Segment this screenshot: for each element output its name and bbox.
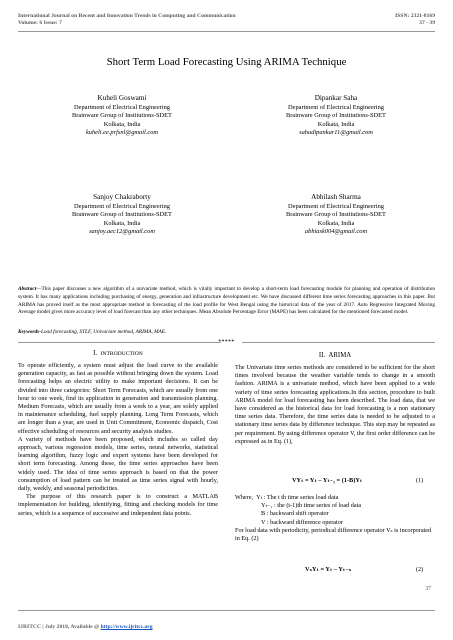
abstract-text: —This paper discusses a new algorithm of a univariate method, which is vitally important to develop a short-term load forecasting module for planning and operation of distribution system. It has many applications including purchasing of energy, generation and infrastructure development etc. We have discussed different time series forecasting approaches in this paper. But ARIMA has proved itself as the most appropriate method in forecasting of the load profile for West Bengal using the historical data of the year of 2017. Auto Regressive Integrated Moving Average model gives more accuracy level of load forecast than any other techniques. Mean Absolute Percentage Error (MAPE) has been calculated for the mentioned forecasted model. <box>18 286 435 316</box>
keywords-text: Load forecasting, STLF, Univariate method, ARIMA, MAE. <box>40 329 167 335</box>
equation-2-number: (2) <box>416 566 424 573</box>
where-list <box>235 494 435 543</box>
abstract-label: Abstract <box>18 286 37 292</box>
section-heading-introduction <box>18 350 218 357</box>
footer-text: IJRITCC | July 2018, Available @ <box>18 624 101 630</box>
author-email: kuheli.ee.prfsnl@gmail.com <box>85 128 159 136</box>
journal-link[interactable]: http://www.ijritcc.org <box>100 624 153 630</box>
author-dept: Department of Electrical Engineering <box>288 203 384 211</box>
author-city: Kolkata, India <box>103 120 141 128</box>
separator-stars: ***** <box>218 339 235 345</box>
header-rule <box>18 31 435 32</box>
page-number: 37 <box>425 586 431 592</box>
paper-title: Short Term Load Forecasting Using ARIMA Technique <box>106 56 347 68</box>
footer-rule <box>18 610 435 611</box>
author-name: Kuheli Goswami <box>97 94 147 102</box>
equation-1-number: (1) <box>416 477 424 484</box>
issn: ISSN: 2321-8169 <box>395 13 435 19</box>
author-org: Brainware Group of Institutions-SDET <box>72 112 172 120</box>
author-block <box>22 94 222 137</box>
equation-1: VYₜ = Yₜ – Yₜ₋₁ = (1-B)Yₜ <box>292 477 363 484</box>
author-city: Kolkata, India <box>103 219 141 227</box>
author-org: Brainware Group of Institutions-SDET <box>72 211 172 219</box>
where-label: Where, <box>235 494 254 501</box>
where-item: V : backward difference operator <box>261 518 343 526</box>
left-column <box>18 362 218 518</box>
paragraph: The purpose of this research paper is to construct a MATLAB implementation for building, identifying, fitting and checking models for time series, which is a sequence of successive and independent data points. <box>18 493 218 517</box>
equation-2: VₛYₜ = Yₜ – Yₜ₋ₛ <box>305 566 352 573</box>
keywords <box>18 329 435 335</box>
author-name: Abhilash Sharma <box>311 193 361 201</box>
author-city: Kolkata, India <box>317 120 355 128</box>
author-org: Brainware Group of Institutions-SDET <box>286 211 386 219</box>
right-column-text <box>235 364 435 446</box>
page-range: 37 - 39 <box>419 20 435 26</box>
where-item: B : backward shift operator <box>261 510 329 518</box>
section-title: ARIMA <box>328 352 352 359</box>
author-dept: Department of Electrical Engineering <box>74 104 170 112</box>
where-item: Yₜ₋₁ : the (t-1)th time series of load data <box>261 502 362 510</box>
abstract <box>18 286 435 317</box>
author-email: sahadipankar11@gmail.com <box>299 128 373 136</box>
author-dept: Department of Electrical Engineering <box>288 104 384 112</box>
paragraph: To operate efficiently, a system must adjust the load curve to the available generation capacity, as fast as possible without bringing down the system. Load forecasting helps an electric utility to make important decisions. It can be divided into three categories: Short Term Forecasts, which are usually from one hour to one week, find its application in generation and transmission planning. Medium Forecasts, which are usually from a week to a year, are solely applied in maintenance scheduling, fuel supply planning. Long Term Forecasts, which are longer than a year, are used in Unit Commitment, Economic dispatch, Cost effective scheduling of resources and security analysis studies. <box>18 362 218 435</box>
section-heading-arima <box>235 352 435 359</box>
author-block <box>236 94 436 137</box>
author-email: abhiask004@gmail.com <box>304 227 368 235</box>
paragraph: For load data with periodicity, periodical difference operator Vₛ is incorporated in Eq. (2) <box>235 526 432 543</box>
paragraph: The Univariate time series methods are considered to be sufficient for the short times involved because the weather variable tends to change in a smooth fashion. ARIMA is a univariate method, which have been applied to a wide variety of time series forecasting applications.In this section, procedure to built ARIMA model for load forecasting has been described. The load data, that we have considered as the historical data for load forecasting is a non stationary time series data. Therefore, the time series data is needed to be adjusted to a stationary time series data by difference technique. This step may be repeated as per requirement. By using difference operator V, the first order difference can be expressed as in Eq. (1), <box>235 364 435 445</box>
section-number: I. <box>93 350 98 357</box>
section-title: INTRODUCTION <box>100 351 143 357</box>
author-email: sanjoy.aec12@gmail.com <box>89 227 155 235</box>
journal-name: International Journal on Recent and Innovation Trends in Computing and Communication <box>18 13 236 19</box>
author-city: Kolkata, India <box>317 219 355 227</box>
volume-issue: Volume: 6 Issue: 7 <box>18 20 62 26</box>
paragraph: A variety of methods have been proposed, which includes so called day approach, various regression models, time series, neural networks, statistical learning algorithm, fuzzy logic and expert systems have been developed for short term forecasting. Among these, the time series approaches have been widely used. The idea of time series approach is based on that the power consumption of load pattern can be treated as time series signal with hourly, daily, weekly, and seasonal periodicities. <box>18 435 218 493</box>
author-org: Brainware Group of Institutions-SDET <box>286 112 386 120</box>
author-name: Sanjoy Chakraborty <box>93 193 151 201</box>
where-item: Yₜ : The t th time series load data <box>256 494 339 501</box>
author-dept: Department of Electrical Engineering <box>74 203 170 211</box>
separator-rule-right <box>242 342 435 343</box>
section-number: II. <box>318 352 326 359</box>
author-block <box>236 193 436 236</box>
keywords-label: Keywords- <box>18 329 41 335</box>
author-block <box>22 193 222 236</box>
footer <box>18 624 153 630</box>
author-name: Dipankar Saha <box>314 94 358 102</box>
